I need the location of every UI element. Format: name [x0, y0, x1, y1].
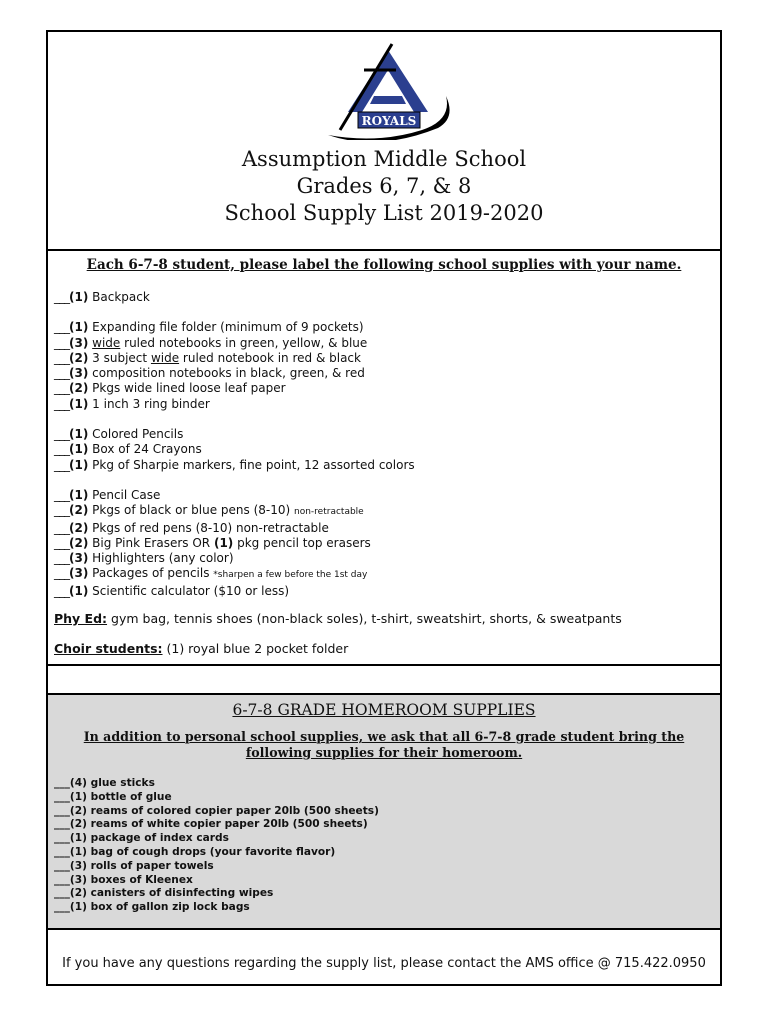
list-item: ___(1) Scientific calculator ($10 or less): [54, 583, 290, 598]
list-item: ___(1) 1 inch 3 ring binder: [54, 396, 210, 411]
list-item: ___(1) bag of cough drops (your favorite flavor): [54, 845, 336, 858]
list-item: ___(1) Pencil Case: [54, 487, 161, 502]
phy-ed-line: [54, 611, 622, 626]
title-block: [48, 146, 720, 227]
list-item: ___(1) Backpack: [54, 290, 150, 304]
footer-contact: If you have any questions regarding the supply list, please contact the AMS office @ 715.422.0950: [62, 956, 706, 971]
list-item: ___(1) Box of 24 Crayons: [54, 442, 202, 457]
list-item: ___(2) reams of colored copier paper 20lb (500 sheets): [54, 804, 379, 817]
list-item: ___(3) wide ruled notebooks in green, yellow, & blue: [54, 335, 368, 350]
list-item: ___(3) boxes of Kleenex: [54, 873, 193, 886]
royals-logo: [318, 40, 458, 140]
intro-text: Each 6-7-8 student, please label the following school supplies with your name.: [86, 257, 682, 273]
list-item: ___(4) glue sticks: [54, 777, 155, 789]
school-name: Assumption Middle School: [241, 147, 527, 171]
list-title: School Supply List 2019-2020: [224, 201, 544, 225]
divider: [48, 664, 720, 666]
list-item: ___(2) Pkgs wide lined loose leaf paper: [54, 381, 286, 396]
list-item: ___(1) box of gallon zip lock bags: [54, 901, 250, 914]
list-item: ___(2) Pkgs of red pens (8-10) non-retractable: [54, 520, 329, 535]
phy-ed-label: Phy Ed:: [54, 611, 108, 626]
list-item: ___(2) reams of white copier paper 20lb (500 sheets): [54, 818, 368, 831]
list-item: ___(1) Expanding file folder (minimum of 9 pockets): [54, 320, 364, 335]
list-item: ___(2) canisters of disinfecting wipes: [54, 887, 274, 900]
grades: Grades 6, 7, & 8: [296, 174, 472, 198]
supply-list-document: [46, 30, 722, 986]
list-item: ___(3) rolls of paper towels: [54, 859, 214, 872]
choir-line: [54, 641, 348, 656]
list-item: ___(3) Highlighters (any color): [54, 551, 234, 566]
list-item: ___(1) Colored Pencils: [54, 427, 184, 442]
logo-text: ROYALS: [361, 114, 417, 128]
list-item: ___(3) composition notebooks in black, green, & red: [54, 366, 365, 381]
homeroom-items: [54, 777, 379, 915]
list-item: ___(2) 3 subject wide ruled notebook in red & black: [54, 350, 361, 365]
list-item: ___(3) Packages of pencils *sharpen a few before the 1st day: [54, 566, 368, 581]
divider: [48, 928, 720, 930]
phy-ed-text: gym bag, tennis shoes (non-black soles), t-shirt, sweatshirt, shorts, & sweatpants: [111, 611, 622, 626]
list-item: ___(2) Big Pink Erasers OR (1) pkg pencil top erasers: [54, 535, 371, 550]
homeroom-intro: In addition to personal school supplies, we ask that all 6-7-8 grade student bring the following supplies for their homeroom.: [83, 729, 685, 760]
list-item: ___(1) bottle of glue: [54, 790, 172, 803]
homeroom-title: 6-7-8 GRADE HOMEROOM SUPPLIES: [232, 701, 536, 719]
footer: [48, 932, 720, 984]
list-item: ___(1) package of index cards: [54, 832, 229, 845]
divider: [48, 249, 720, 251]
choir-label: Choir students:: [54, 641, 163, 656]
homeroom-section: [48, 695, 720, 930]
list-item: ___(1) Pkg of Sharpie markers, fine point, 12 assorted colors: [54, 457, 415, 472]
list-item: ___(2) Pkgs of black or blue pens (8-10) non-retractable: [54, 503, 364, 518]
supply-items: [54, 290, 415, 599]
choir-text: (1) royal blue 2 pocket folder: [166, 641, 349, 656]
header-section: [48, 32, 720, 251]
